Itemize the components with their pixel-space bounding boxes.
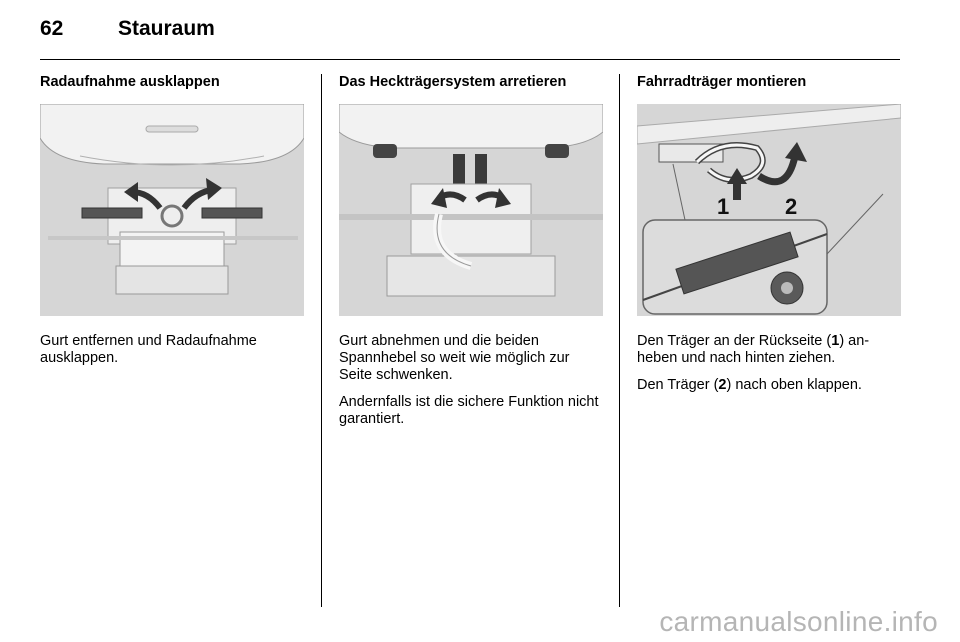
ref-number: 2 — [718, 377, 727, 393]
section-heading: Fahrradträger montieren — [637, 74, 807, 90]
page-title: Stauraum — [118, 17, 215, 40]
page-number: 62 — [40, 17, 64, 40]
column-radaufnahme — [40, 74, 304, 377]
section-text — [339, 333, 603, 428]
section-text — [40, 333, 304, 367]
paragraph-text: Den Träger ( — [637, 377, 719, 393]
callout-1: 1 — [717, 194, 730, 219]
column-divider-2 — [619, 74, 620, 607]
callout-2: 2 — [785, 194, 798, 219]
figure-wheel-holder — [40, 104, 304, 316]
column-fahrradtraeger — [637, 74, 901, 404]
paragraph: Gurt entfernen und Radaufnahme ausklappen. — [40, 333, 257, 366]
paragraph-text: ) an-heben und nach hinten ziehen. — [637, 333, 870, 366]
paragraph-text: Den Träger an der Rückseite ( — [637, 333, 832, 349]
section-text — [637, 333, 901, 394]
paragraph: Gurt abnehmen und die beiden Spannhebel so weit wie möglich zur Seite schwenken. — [339, 333, 570, 383]
header-rule — [40, 59, 900, 60]
watermark: carmanualsonline.info — [659, 606, 938, 637]
section-heading: Das Heckträgersystem arretieren — [339, 74, 567, 90]
column-arretieren — [339, 74, 603, 438]
figure-locking — [339, 104, 603, 316]
paragraph: Andernfalls ist die sichere Funktion nicht garantiert. — [339, 394, 599, 427]
section-heading: Radaufnahme ausklappen — [40, 74, 220, 90]
paragraph-text: ) nach oben klappen. — [726, 377, 862, 393]
ref-number: 1 — [831, 333, 840, 349]
figure-bike-carrier — [637, 104, 901, 316]
paragraph — [637, 333, 901, 367]
paragraph — [637, 377, 901, 394]
column-divider-1 — [321, 74, 322, 607]
